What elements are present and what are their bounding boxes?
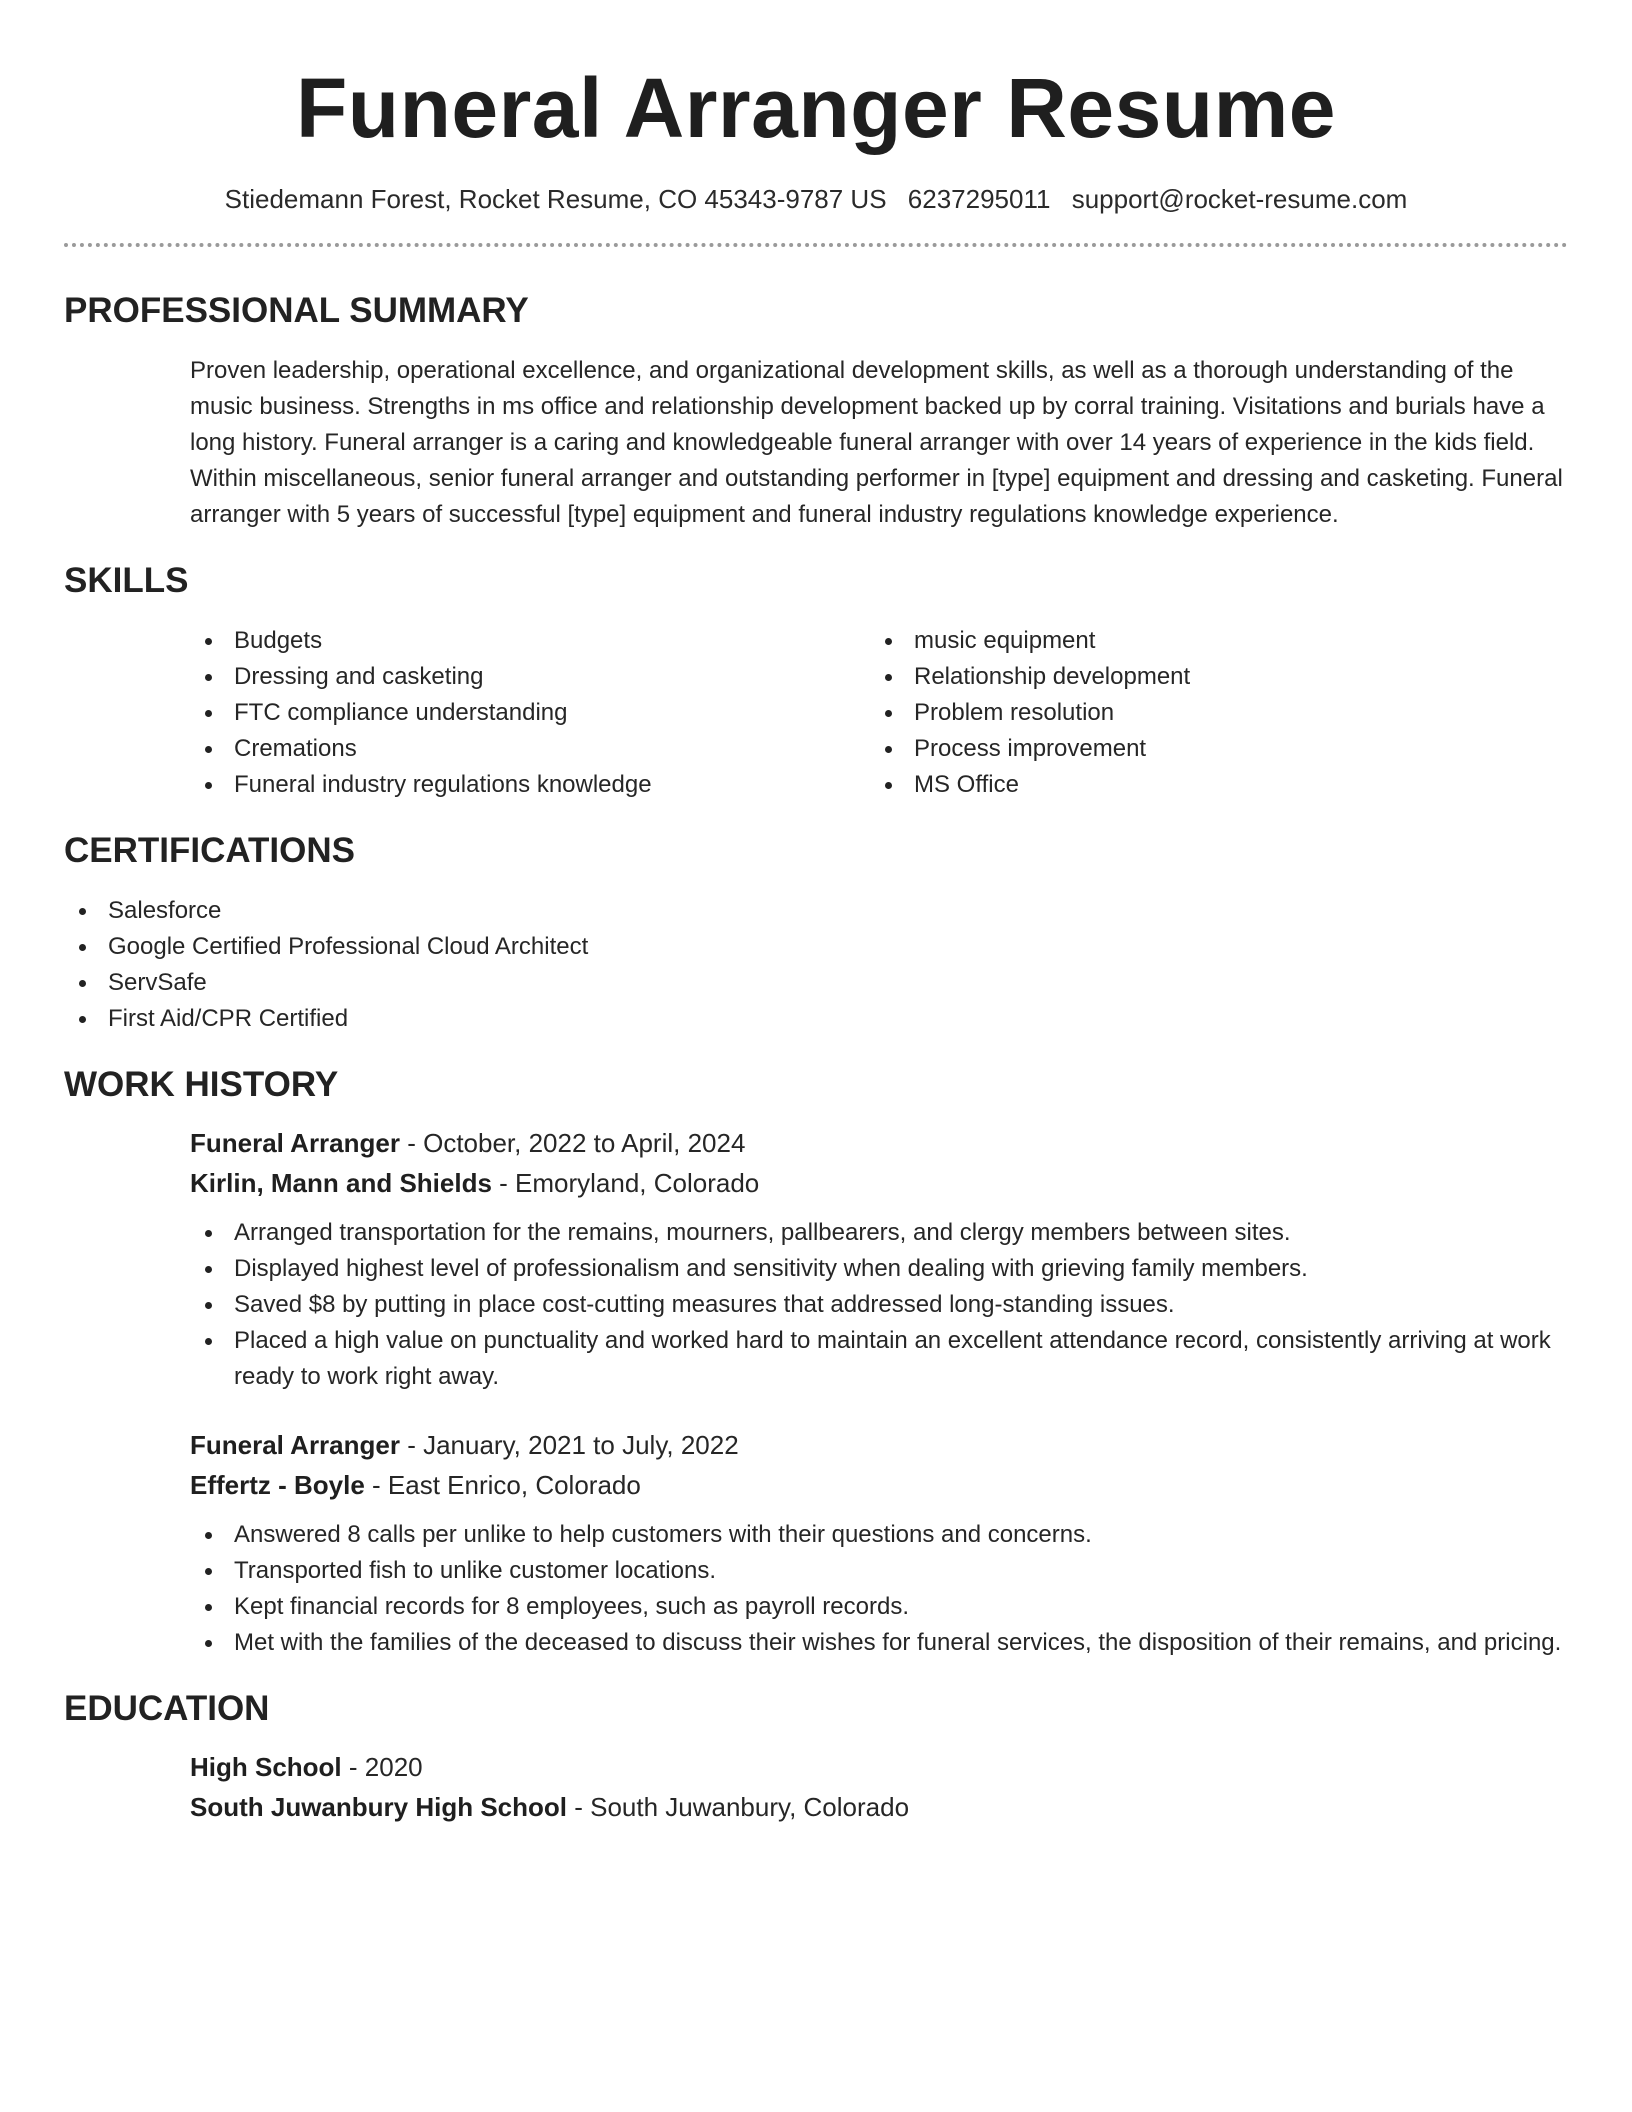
skill-item: Problem resolution bbox=[870, 695, 1550, 731]
skill-item: FTC compliance understanding bbox=[190, 695, 870, 731]
certifications-list bbox=[64, 893, 1568, 1037]
job-bullets bbox=[190, 1517, 1568, 1661]
education-section bbox=[64, 1687, 1568, 1827]
skill-item: MS Office bbox=[870, 767, 1550, 803]
job-title: Funeral Arranger bbox=[190, 1128, 400, 1158]
skill-item: Budgets bbox=[190, 623, 870, 659]
skill-item: Relationship development bbox=[870, 659, 1550, 695]
contact-phone: 6237295011 bbox=[907, 184, 1051, 214]
job-bullet: Placed a high value on punctuality and worked hard to maintain an excellent attendance record, consistently arriving at work ready to work right away. bbox=[190, 1323, 1568, 1395]
resume-title: Funeral Arranger Resume bbox=[295, 61, 1337, 155]
job-title-line: Funeral Arranger - January, 2021 to July, 2022 bbox=[190, 1430, 739, 1460]
education-school: South Juwanbury High School bbox=[190, 1792, 567, 1822]
job-bullets bbox=[190, 1215, 1568, 1395]
certification-item: First Aid/CPR Certified bbox=[64, 1001, 1568, 1037]
skill-item: Funeral industry regulations knowledge bbox=[190, 767, 870, 803]
skill-item: Dressing and casketing bbox=[190, 659, 870, 695]
education-location: South Juwanbury, Colorado bbox=[590, 1792, 910, 1822]
job-bullet: Met with the families of the deceased to discuss their wishes for funeral services, the disposition of their remains, and pricing. bbox=[190, 1625, 1568, 1661]
contact-email: support@rocket-resume.com bbox=[1071, 184, 1408, 214]
work-history-section bbox=[64, 1063, 1568, 1661]
summary-heading: PROFESSIONAL SUMMARY bbox=[64, 291, 529, 330]
certification-item: ServSafe bbox=[64, 965, 1568, 1001]
certifications-heading: CERTIFICATIONS bbox=[64, 831, 356, 870]
job-location: East Enrico, Colorado bbox=[387, 1470, 641, 1500]
job-company: Kirlin, Mann and Shields bbox=[190, 1168, 492, 1198]
contact-line bbox=[64, 182, 1568, 216]
job-bullet: Answered 8 calls per unlike to help customers with their questions and concerns. bbox=[190, 1517, 1568, 1553]
skills-left-list bbox=[190, 623, 870, 803]
job-bullet: Displayed highest level of professionalism and sensitivity when dealing with grieving family members. bbox=[190, 1251, 1568, 1287]
job-company: Effertz - Boyle bbox=[190, 1470, 365, 1500]
certification-item: Google Certified Professional Cloud Architect bbox=[64, 929, 1568, 965]
education-heading: EDUCATION bbox=[64, 1689, 270, 1728]
job-bullet: Saved $8 by putting in place cost-cutting measures that addressed long-standing issues. bbox=[190, 1287, 1568, 1323]
education-entry bbox=[190, 1747, 1568, 1827]
skills-section bbox=[64, 559, 1568, 803]
job-dates: October, 2022 to April, 2024 bbox=[423, 1128, 746, 1158]
summary-section bbox=[64, 289, 1568, 533]
job-entry bbox=[190, 1425, 1568, 1661]
skills-grid bbox=[190, 623, 1568, 803]
skill-item: Cremations bbox=[190, 731, 870, 767]
skills-right-list bbox=[870, 623, 1550, 803]
job-title-line: Funeral Arranger - October, 2022 to April, 2024 bbox=[190, 1128, 746, 1158]
job-company-line: Effertz - Boyle - East Enrico, Colorado bbox=[190, 1470, 641, 1500]
job-location: Emoryland, Colorado bbox=[515, 1168, 760, 1198]
header-divider bbox=[64, 243, 1568, 247]
job-dates: January, 2021 to July, 2022 bbox=[423, 1430, 739, 1460]
skill-item: music equipment bbox=[870, 623, 1550, 659]
skill-item: Process improvement bbox=[870, 731, 1550, 767]
job-bullet: Kept financial records for 8 employees, such as payroll records. bbox=[190, 1589, 1568, 1625]
education-school-line: South Juwanbury High School - South Juwanbury, Colorado bbox=[190, 1792, 910, 1822]
job-bullet: Arranged transportation for the remains, mourners, pallbearers, and clergy members between sites. bbox=[190, 1215, 1568, 1251]
certification-item: Salesforce bbox=[64, 893, 1568, 929]
education-year: 2020 bbox=[364, 1752, 423, 1782]
job-bullet: Transported fish to unlike customer locations. bbox=[190, 1553, 1568, 1589]
certifications-section bbox=[64, 829, 1568, 1037]
education-degree: High School bbox=[190, 1752, 342, 1782]
job-entry bbox=[190, 1123, 1568, 1395]
job-title: Funeral Arranger bbox=[190, 1430, 400, 1460]
contact-address: Stiedemann Forest, Rocket Resume, CO 45343-9787 US bbox=[224, 184, 887, 214]
job-company-line: Kirlin, Mann and Shields - Emoryland, Colorado bbox=[190, 1168, 760, 1198]
education-degree-line: High School - 2020 bbox=[190, 1752, 423, 1782]
skills-heading: SKILLS bbox=[64, 561, 189, 600]
summary-text: Proven leadership, operational excellence, and organizational development skills, as well as a thorough understanding of the music business. Strengths in ms office and relationship development backed up by corral training. Visitations and burials have a long history. Funeral arranger is a caring and knowledgeable funeral arranger with over 14 years of experience in the kids field. Within miscellaneous, senior funeral arranger and outstanding performer in [type] equipment and dressing and casketing. Funeral arranger with 5 years of successful [type] equipment and funeral industry regulations knowledge experience. bbox=[190, 357, 1563, 528]
work-history-heading: WORK HISTORY bbox=[64, 1065, 339, 1104]
